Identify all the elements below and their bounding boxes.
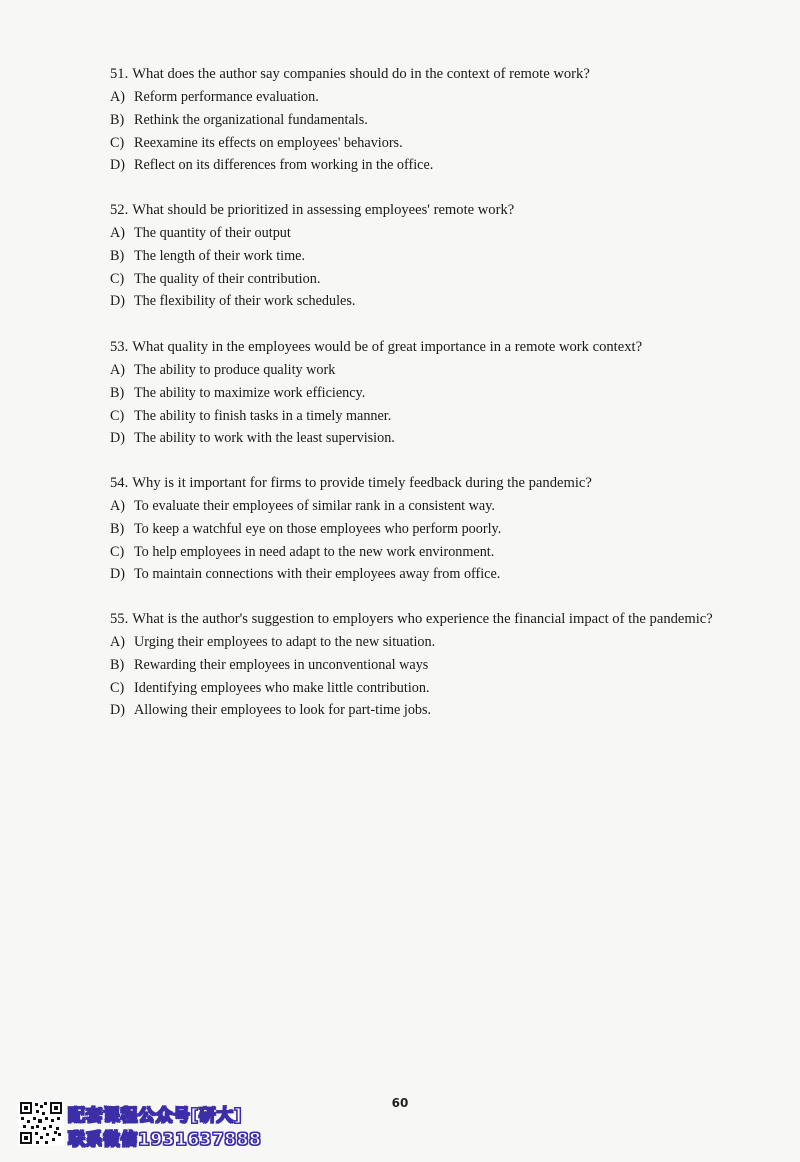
option-letter: B) bbox=[110, 520, 125, 537]
page-number: 60 bbox=[391, 1096, 409, 1110]
option-text: Reform performance evaluation. bbox=[134, 89, 319, 105]
option-b bbox=[110, 109, 725, 132]
option-text: Reflect on its differences from working in the office. bbox=[134, 157, 434, 174]
option-d bbox=[110, 154, 725, 177]
option-text: Urging their employees to adapt to the new situation. bbox=[134, 634, 436, 650]
option-list bbox=[110, 86, 725, 177]
option-letter: D) bbox=[110, 157, 125, 174]
option-a bbox=[110, 359, 725, 382]
option-text: The ability to maximize work efficiency. bbox=[134, 384, 366, 401]
option-text: The ability to work with the least supervision. bbox=[134, 430, 395, 447]
option-letter: B) bbox=[110, 247, 125, 264]
option-d bbox=[110, 699, 725, 722]
option-c bbox=[110, 541, 725, 564]
option-c bbox=[110, 405, 725, 428]
question-stem bbox=[110, 470, 725, 495]
question-number: 53. bbox=[110, 339, 129, 355]
question-55 bbox=[110, 606, 725, 722]
question-number: 52. bbox=[110, 202, 129, 218]
option-letter: A) bbox=[110, 498, 125, 514]
question-stem bbox=[110, 197, 725, 222]
option-letter: D) bbox=[110, 702, 125, 719]
option-a bbox=[110, 86, 725, 109]
option-letter: A) bbox=[110, 362, 125, 378]
question-53 bbox=[110, 334, 725, 450]
option-text: To maintain connections with their employees away from office. bbox=[134, 566, 501, 583]
option-letter: A) bbox=[110, 634, 125, 650]
question-54 bbox=[110, 470, 725, 586]
question-51 bbox=[110, 61, 725, 177]
option-letter: B) bbox=[110, 656, 125, 673]
option-text: To help employees in need adapt to the new work environment. bbox=[134, 543, 495, 560]
option-letter: D) bbox=[110, 293, 125, 310]
option-text: The length of their work time. bbox=[134, 247, 305, 264]
option-b bbox=[110, 382, 725, 405]
option-letter: C) bbox=[110, 543, 125, 560]
option-d bbox=[110, 290, 725, 313]
option-text: Allowing their employees to look for part-time jobs. bbox=[134, 702, 432, 719]
question-52 bbox=[110, 197, 725, 313]
option-list bbox=[110, 222, 725, 313]
option-text: To evaluate their employees of similar rank in a consistent way. bbox=[134, 498, 495, 514]
option-list bbox=[110, 495, 725, 586]
watermark bbox=[18, 1100, 318, 1152]
option-list bbox=[110, 631, 725, 722]
question-number: 55. bbox=[110, 611, 129, 627]
watermark-line-2: 联系微信1931637888 bbox=[68, 1130, 262, 1150]
question-text: What should be prioritized in assessing employees' remote work? bbox=[132, 202, 515, 218]
question-text: Why is it important for firms to provide timely feedback during the pandemic? bbox=[132, 475, 592, 491]
option-list bbox=[110, 359, 725, 450]
option-a bbox=[110, 222, 725, 245]
question-stem bbox=[110, 61, 725, 86]
question-text: What is the author's suggestion to employers who experience the financial impact of the pandemic? bbox=[132, 611, 713, 627]
option-letter: B) bbox=[110, 384, 125, 401]
option-d bbox=[110, 563, 725, 586]
option-letter: A) bbox=[110, 225, 125, 241]
question-number: 54. bbox=[110, 475, 129, 491]
option-letter: A) bbox=[110, 89, 125, 105]
option-text: The flexibility of their work schedules. bbox=[134, 293, 356, 310]
watermark-line-1: 配套课程公众号[研大] bbox=[68, 1106, 243, 1126]
option-a bbox=[110, 495, 725, 518]
option-text: To keep a watchful eye on those employees who perform poorly. bbox=[134, 520, 502, 537]
option-letter: D) bbox=[110, 566, 125, 583]
qr-code-icon bbox=[18, 1100, 64, 1146]
option-c bbox=[110, 677, 725, 700]
option-text: The ability to finish tasks in a timely manner. bbox=[134, 407, 392, 424]
option-text: The quality of their contribution. bbox=[134, 270, 321, 287]
option-b bbox=[110, 245, 725, 268]
question-stem bbox=[110, 606, 725, 631]
question-text: What quality in the employees would be of great importance in a remote work context? bbox=[132, 339, 643, 355]
option-c bbox=[110, 268, 725, 291]
option-text: Rewarding their employees in unconventional ways bbox=[134, 656, 429, 673]
option-letter: D) bbox=[110, 430, 125, 447]
option-text: Identifying employees who make little contribution. bbox=[134, 679, 430, 696]
option-text: Reexamine its effects on employees' behaviors. bbox=[134, 134, 403, 151]
option-letter: C) bbox=[110, 270, 125, 287]
option-a bbox=[110, 631, 725, 654]
question-stem bbox=[110, 334, 725, 359]
option-text: The quantity of their output bbox=[134, 225, 291, 241]
option-text: The ability to produce quality work bbox=[134, 362, 336, 378]
question-number: 51. bbox=[110, 66, 129, 82]
option-letter: C) bbox=[110, 679, 125, 696]
option-letter: B) bbox=[110, 111, 125, 128]
option-d bbox=[110, 427, 725, 450]
option-b bbox=[110, 654, 725, 677]
question-text: What does the author say companies should do in the context of remote work? bbox=[132, 66, 590, 82]
option-c bbox=[110, 132, 725, 155]
option-letter: C) bbox=[110, 134, 125, 151]
option-b bbox=[110, 518, 725, 541]
option-letter: C) bbox=[110, 407, 125, 424]
option-text: Rethink the organizational fundamentals. bbox=[134, 111, 368, 128]
